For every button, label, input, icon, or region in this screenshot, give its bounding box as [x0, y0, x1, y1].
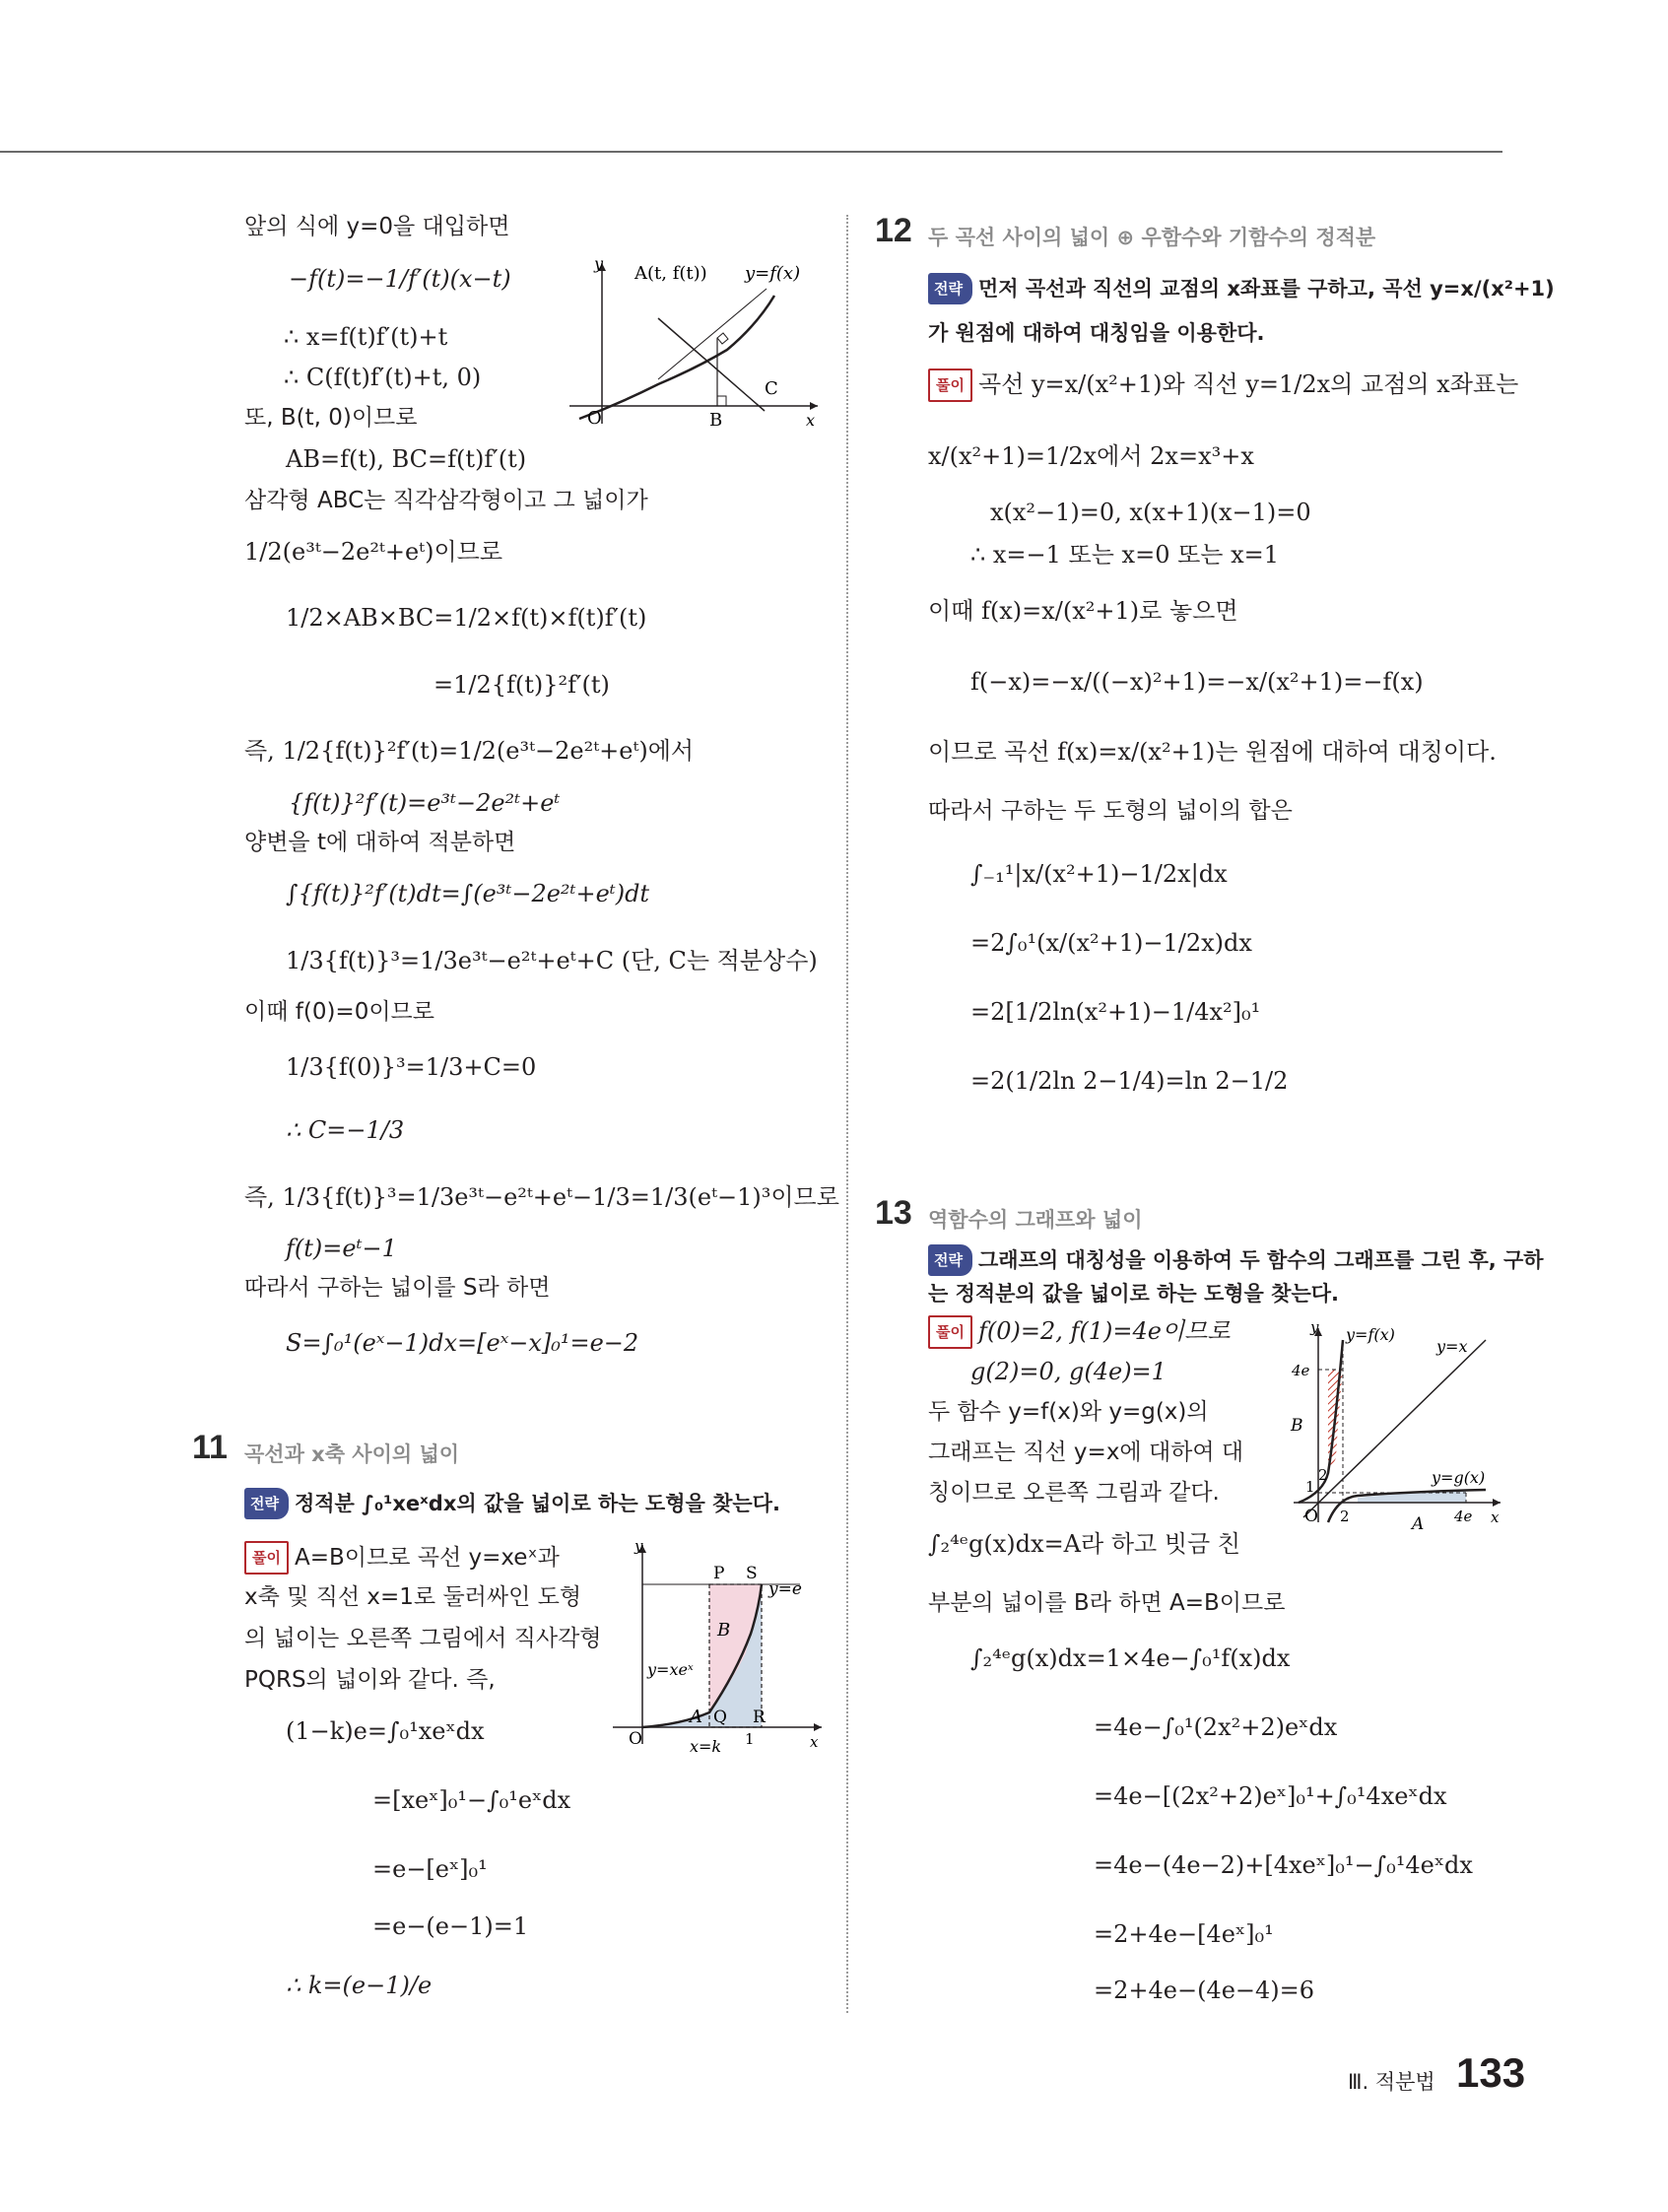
math-line: f(t)=eᵗ−1 — [286, 1235, 397, 1262]
math-line: ∫₂⁴ᵉg(x)dx=A라 하고 빗금 친 — [928, 1530, 1240, 1558]
inverse-graph-13 — [1289, 1310, 1507, 1532]
math-line: 1/3{f(t)}³=1/3e³ᵗ−e²ᵗ+eᵗ+C (단, C는 적분상수) — [286, 947, 818, 974]
math-line: −f(t)=−1/f′(t)(x−t) — [289, 265, 511, 293]
text-line: 앞의 식에 y=0을 대입하면 — [244, 214, 510, 239]
math-line: =4e−[(2x²+2)eˣ]₀¹+∫₀¹4xeˣdx — [1094, 1782, 1447, 1810]
tick-x2-label: 2 — [1340, 1508, 1350, 1525]
math-line: ∴ x=f(t)f′(t)+t — [284, 323, 448, 351]
math-line: 이므로 곡선 f(x)=x/(x²+1)는 원점에 대하여 대칭이다. — [928, 738, 1497, 766]
strategy-text: 그래프의 대칭성을 이용하여 두 함수의 그래프를 그린 후, 구하 — [977, 1248, 1544, 1272]
text-line: 그래프는 직선 y=x에 대하여 대 — [928, 1440, 1244, 1465]
line-xk-label: x=k — [690, 1737, 722, 1752]
text-line: 양변을 t에 대하여 적분하면 — [244, 830, 516, 855]
math-line: =e−(e−1)=1 — [372, 1912, 529, 1940]
strategy-tag: 전략 — [928, 273, 972, 304]
origin-label: O — [1304, 1507, 1318, 1526]
section-title: 역함수의 그래프와 넓이 — [928, 1208, 1143, 1232]
axis-y-label: y — [634, 1537, 643, 1555]
strategy-line — [928, 273, 1555, 304]
origin-label: O — [629, 1729, 642, 1749]
line-yx-label: y=x — [1436, 1337, 1468, 1356]
strategy-text: 가 원점에 대하여 대칭임을 이용한다. — [928, 321, 1265, 345]
tick-2-label: 2 — [1318, 1466, 1328, 1484]
region-b-label: B — [717, 1620, 731, 1641]
math-line: =1/2{f(t)}²f′(t) — [434, 671, 610, 699]
math-line: x/(x²+1)=1/2x에서 2x=x³+x — [928, 442, 1254, 470]
page-number: 133 — [1456, 2049, 1526, 2096]
math-line: =2+4e−(4e−4)=6 — [1094, 1977, 1315, 2004]
header-rule — [0, 151, 1502, 153]
section-number: 11 — [192, 1429, 228, 1466]
text-line: x축 및 직선 x=1로 둘러싸인 도형 — [244, 1584, 582, 1610]
solution-tag: 풀이 — [244, 1541, 289, 1575]
math-line: =[xeˣ]₀¹−∫₀¹eˣdx — [372, 1786, 571, 1814]
region-a-label: A — [690, 1707, 702, 1727]
solution-text: A=B이므로 곡선 y=xeˣ과 — [294, 1545, 560, 1571]
tick-one-label: 1 — [745, 1730, 755, 1748]
math-line: =2∫₀¹(x/(x²+1)−1/2x)dx — [970, 929, 1252, 957]
text-line: 따라서 구하는 넓이를 S라 하면 — [244, 1275, 551, 1301]
solution-tag: 풀이 — [928, 369, 972, 402]
point-p-label: P — [713, 1564, 725, 1583]
tangent-graph — [560, 251, 826, 429]
text-line: 또, B(t, 0)이므로 — [244, 405, 418, 431]
text-line: 삼각형 ABC는 직각삼각형이고 그 넓이가 — [244, 488, 648, 513]
text-line: 칭이므로 오른쪽 그림과 같다. — [928, 1480, 1220, 1506]
strategy-tag: 전략 — [928, 1244, 972, 1276]
axis-y-label: y — [594, 254, 604, 273]
point-s-label: S — [746, 1564, 758, 1583]
math-line: ∫₂⁴ᵉg(x)dx=1×4e−∫₀¹f(x)dx — [970, 1644, 1291, 1672]
math-line: 1/2×AB×BC=1/2×f(t)×f(t)f′(t) — [286, 604, 647, 632]
math-line: (1−k)e=∫₀¹xeˣdx — [286, 1717, 485, 1745]
curve-label: y=xeˣ — [647, 1660, 694, 1679]
axis-x-label: x — [810, 1733, 819, 1751]
point-b-label: B — [709, 410, 723, 429]
strategy-text: 정적분 ∫₀¹xeˣdx의 값을 넓이로 하는 도형을 찾는다. — [294, 1492, 780, 1515]
curve-label: y=f(x) — [745, 263, 801, 284]
point-q-label: Q — [713, 1708, 727, 1727]
solution-line — [244, 1541, 560, 1575]
math-line: 1/2(e³ᵗ−2e²ᵗ+eᵗ)이므로 — [244, 538, 502, 566]
math-line: =2(1/2ln 2−1/4)=ln 2−1/2 — [970, 1067, 1289, 1095]
chapter-label: Ⅲ. 적분법 — [1348, 2070, 1435, 2094]
origin-label: O — [587, 408, 602, 429]
math-line: AB=f(t), BC=f(t)f′(t) — [286, 445, 527, 473]
strategy-text: 는 정적분의 값을 넓이로 하는 도형을 찾는다. — [928, 1282, 1339, 1306]
math-line: =2[1/2ln(x²+1)−1/4x²]₀¹ — [970, 998, 1261, 1026]
text-line: 두 함수 y=f(x)와 y=g(x)의 — [928, 1399, 1209, 1425]
column-separator — [846, 215, 848, 2013]
axis-x-label: x — [806, 411, 816, 429]
curve-g-label: y=g(x) — [1432, 1468, 1486, 1487]
math-line: ∴ C=−1/3 — [286, 1116, 405, 1144]
math-line: 즉, 1/2{f(t)}²f′(t)=1/2(e³ᵗ−2e²ᵗ+eᵗ)에서 — [244, 737, 695, 765]
region-b-label: B — [1291, 1416, 1303, 1436]
math-line: f(−x)=−x/((−x)²+1)=−x/(x²+1)=−f(x) — [970, 668, 1424, 696]
section-number: 12 — [875, 212, 912, 249]
tick-1-label: 1 — [1305, 1478, 1315, 1496]
area-graph-11 — [603, 1535, 830, 1752]
text-line: PQRS의 넓이와 같다. 즉, — [244, 1667, 496, 1693]
solution-text: f(0)=2, f(1)=4e이므로 — [977, 1317, 1231, 1345]
math-line: ∫{f(t)}²f′(t)dt=∫(e³ᵗ−2e²ᵗ+eᵗ)dt — [286, 880, 650, 907]
region-a-label: A — [1412, 1514, 1425, 1532]
math-line: =2+4e−[4eˣ]₀¹ — [1094, 1920, 1274, 1948]
point-r-label: R — [753, 1708, 766, 1727]
axis-x-label: x — [1491, 1508, 1500, 1526]
solution-text: 곡선 y=x/(x²+1)와 직선 y=1/2x의 교점의 x좌표는 — [977, 370, 1519, 398]
tick-4e-label: 4e — [1292, 1362, 1310, 1379]
tick-x4e-label: 4e — [1454, 1508, 1473, 1525]
math-line: g(2)=0, g(4e)=1 — [970, 1358, 1167, 1385]
axis-y-label: y — [1310, 1318, 1319, 1336]
math-line: =4e−∫₀¹(2x²+2)eˣdx — [1094, 1713, 1338, 1741]
math-line: x(x²−1)=0, x(x+1)(x−1)=0 — [990, 499, 1311, 526]
line-ye-label: y=e — [768, 1579, 802, 1599]
point-c-label: C — [765, 378, 778, 399]
math-line: 즉, 1/3{f(t)}³=1/3e³ᵗ−e²ᵗ+eᵗ−1/3=1/3(eᵗ−1)³이므로 — [244, 1183, 839, 1211]
curve-f-label: y=f(x) — [1346, 1325, 1395, 1344]
strategy-line — [244, 1488, 780, 1519]
math-line: ∴ C(f(t)f′(t)+t, 0) — [284, 364, 482, 391]
math-line: =4e−(4e−2)+[4xeˣ]₀¹−∫₀¹4eˣdx — [1094, 1851, 1473, 1879]
math-line: ∫₋₁¹|x/(x²+1)−1/2x|dx — [970, 860, 1228, 888]
math-line: 이때 f(x)=x/(x²+1)로 놓으면 — [928, 597, 1238, 625]
text-line: 따라서 구하는 두 도형의 넓이의 합은 — [928, 798, 1293, 824]
math-line: ∴ x=−1 또는 x=0 또는 x=1 — [970, 541, 1280, 569]
strategy-tag: 전략 — [244, 1488, 289, 1519]
math-line: {f(t)}²f′(t)=e³ᵗ−2e²ᵗ+eᵗ — [289, 789, 561, 817]
section-title: 두 곡선 사이의 넓이 ⊕ 우함수와 기함수의 정적분 — [928, 226, 1376, 249]
point-a-label: A(t, f(t)) — [634, 263, 707, 284]
math-line: ∴ k=(e−1)/e — [286, 1972, 433, 1999]
text-line: 의 넓이는 오른쪽 그림에서 직사각형 — [244, 1626, 602, 1651]
section-title: 곡선과 x축 사이의 넓이 — [244, 1442, 460, 1466]
math-line: 1/3{f(0)}³=1/3+C=0 — [286, 1053, 537, 1081]
strategy-line — [928, 1244, 1544, 1276]
math-line: S=∫₀¹(eˣ−1)dx=[eˣ−x]₀¹=e−2 — [286, 1329, 639, 1357]
section-number: 13 — [875, 1194, 912, 1232]
strategy-text: 먼저 곡선과 직선의 교점의 x좌표를 구하고, 곡선 y=x/(x²+1) — [977, 277, 1555, 301]
text-line: 이때 f(0)=0이므로 — [244, 999, 434, 1025]
text-line: 부분의 넓이를 B라 하면 A=B이므로 — [928, 1590, 1286, 1616]
math-line: =e−[eˣ]₀¹ — [372, 1855, 488, 1883]
solution-tag: 풀이 — [928, 1315, 972, 1349]
solution-line — [928, 369, 1518, 402]
solution-line — [928, 1315, 1231, 1349]
